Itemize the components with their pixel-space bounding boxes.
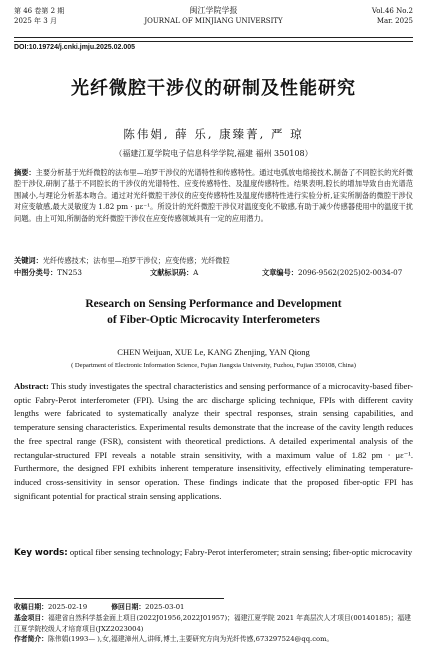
article-number-label: 文章编号： <box>262 268 298 277</box>
title-en-line2: of Fiber-Optic Microcavity Interferometers <box>107 314 320 326</box>
article-number-value: 2096-9562(2025)02-0034-07 <box>297 268 403 277</box>
abstract-en <box>14 380 413 503</box>
clc-value: TN253 <box>57 268 82 277</box>
doc-code-value: A <box>193 268 199 277</box>
keywords-en-label: Key words: <box>14 548 68 558</box>
keywords-cn-text: 光纤传感技术；法布里—珀罗干涉仪；应变传感；光纤微腔 <box>42 256 230 265</box>
journal-name-cn: 闽江学院学报 <box>189 6 238 15</box>
keywords-en <box>14 546 413 560</box>
keywords-cn <box>14 255 413 266</box>
date-en: Mar. 2025 <box>376 17 413 25</box>
abstract-cn-label: 摘要： <box>14 168 36 177</box>
journal-name-en: JOURNAL OF MINJIANG UNIVERSITY <box>144 17 283 25</box>
affiliation-en: ( Department of Electronic Information Science, Fujian Jiangxia University, Fuzhou, Fujian 350108, China) <box>71 362 356 369</box>
title-en-line1: Research on Sensing Performance and Development <box>85 298 342 310</box>
authors-en: CHEN Weijuan, XUE Le, KANG Zhenjing, YAN Qiong <box>117 347 310 357</box>
footnote-dates <box>14 602 413 613</box>
article-number <box>262 268 402 278</box>
document-code <box>150 268 198 278</box>
clc-label: 中图分类号： <box>14 268 58 277</box>
fund-label: 基金项目： <box>14 614 48 622</box>
title-cn: 光纤微腔干涉仪的研制及性能研究 <box>71 78 356 99</box>
received-label: 收稿日期： <box>14 603 48 611</box>
keywords-en-text: optical fiber sensing technology; Fabry-Perot interferometer; strain sensing; fiber-optic microcavity <box>67 547 413 557</box>
doc-code-label: 文献标识码： <box>150 268 194 277</box>
header-rule <box>14 37 413 42</box>
clc-number <box>14 268 82 278</box>
date-cn: 2025 年 3 月 <box>14 17 57 25</box>
abstract-en-label: Abstract: <box>14 381 49 391</box>
abstract-en-text: This study investigates the spectral characteristics and sensing performance of a microcavity-based fiber-optic Fabry-Perot interferometer (FPI). Using the arc discharge splicing technique, FPIs with different cavity lengths were fabricated to systematically analyze their spectral responses, strain sensing capabilities, and temperature sensing characteristics. Experimental results demonstrate that the increase of the cavity length reduces the free spectral range (FSR), consistent with theoretical predictions. A detailed experimental analysis of the rectangular-structured FPI reveals a notable strain sensitivity, with a maximum value of 1.82 pm · με⁻¹. Furthermore, the designed FPI exhibits inherent temperature insensitivity, effectively eliminating temperature-induced cross-sensitivity in sensor operation. These findings indicate that the proposed fiber-optic FPI has significant potential for practical strain sensing applications. <box>14 381 413 501</box>
volume-issue-cn: 第 46 卷第 2 期 <box>14 7 65 15</box>
running-header <box>14 6 413 40</box>
classification-row <box>14 268 413 280</box>
revised-date: 2025-03-01 <box>145 603 185 611</box>
header-right <box>372 6 413 26</box>
footnote-fund <box>14 613 413 634</box>
title-en <box>0 296 427 328</box>
header-center <box>14 6 413 26</box>
volume-issue-en: Vol.46 No.2 <box>371 7 413 15</box>
fund-text: 福建省自然科学基金面上项目(2022J01956,2022J01957)；福建江夏学院 2021 年高层次人才项目(00140185)；福建江夏学院校级人才培育项目(JXZ2023004) <box>14 614 411 633</box>
footnote-rule <box>14 598 224 599</box>
abstract-cn-text: 主要分析基于光纤微腔的法布里—珀罗干涉仪的光谱特性和传感特性。通过电弧放电熔接技术,制备了不同腔长的光纤微腔干涉仪,研制了基于不同腔长的干涉仪的光谱特性、应变传感特性、及温度传感特性。结果表明,腔长的增加导致自由光谱范围减小,与理论分析基本吻合。通过对光纤微腔干涉仪的应变传感特性及温度传感特性进行实验分析,证实所制备的微腔干涉仪对应变敏感,最大灵敏度为 1.82 pm · με⁻¹。所设计的光纤微腔干涉仪对温度变化不敏感,有助于减少传感器使用中的温度干扰问题。由上可知,所制备的光纤微腔干涉仪在应变传感领域具有一定的应用潜力。 <box>14 168 413 223</box>
footnote-author <box>14 634 413 645</box>
keywords-cn-label: 关键词： <box>14 256 43 265</box>
revised-label: 修回日期： <box>111 603 146 611</box>
author-bio-text: 陈伟娟(1993— ),女,福建漳州人,讲师,博士,主要研究方向为光纤传感,673297524@qq.com。 <box>47 635 334 643</box>
author-bio-label: 作者简介： <box>14 635 48 643</box>
received-date: 2025-02-19 <box>47 603 88 611</box>
affiliation-cn: （福建江夏学院电子信息科学学院,福建 福州 350108） <box>114 149 313 158</box>
doi[interactable]: DOI:10.19724/j.cnki.jmju.2025.02.005 <box>14 44 136 51</box>
authors-cn: 陈伟娟, 薛 乐, 康臻菁, 严 琼 <box>123 127 304 141</box>
abstract-cn <box>14 167 413 224</box>
